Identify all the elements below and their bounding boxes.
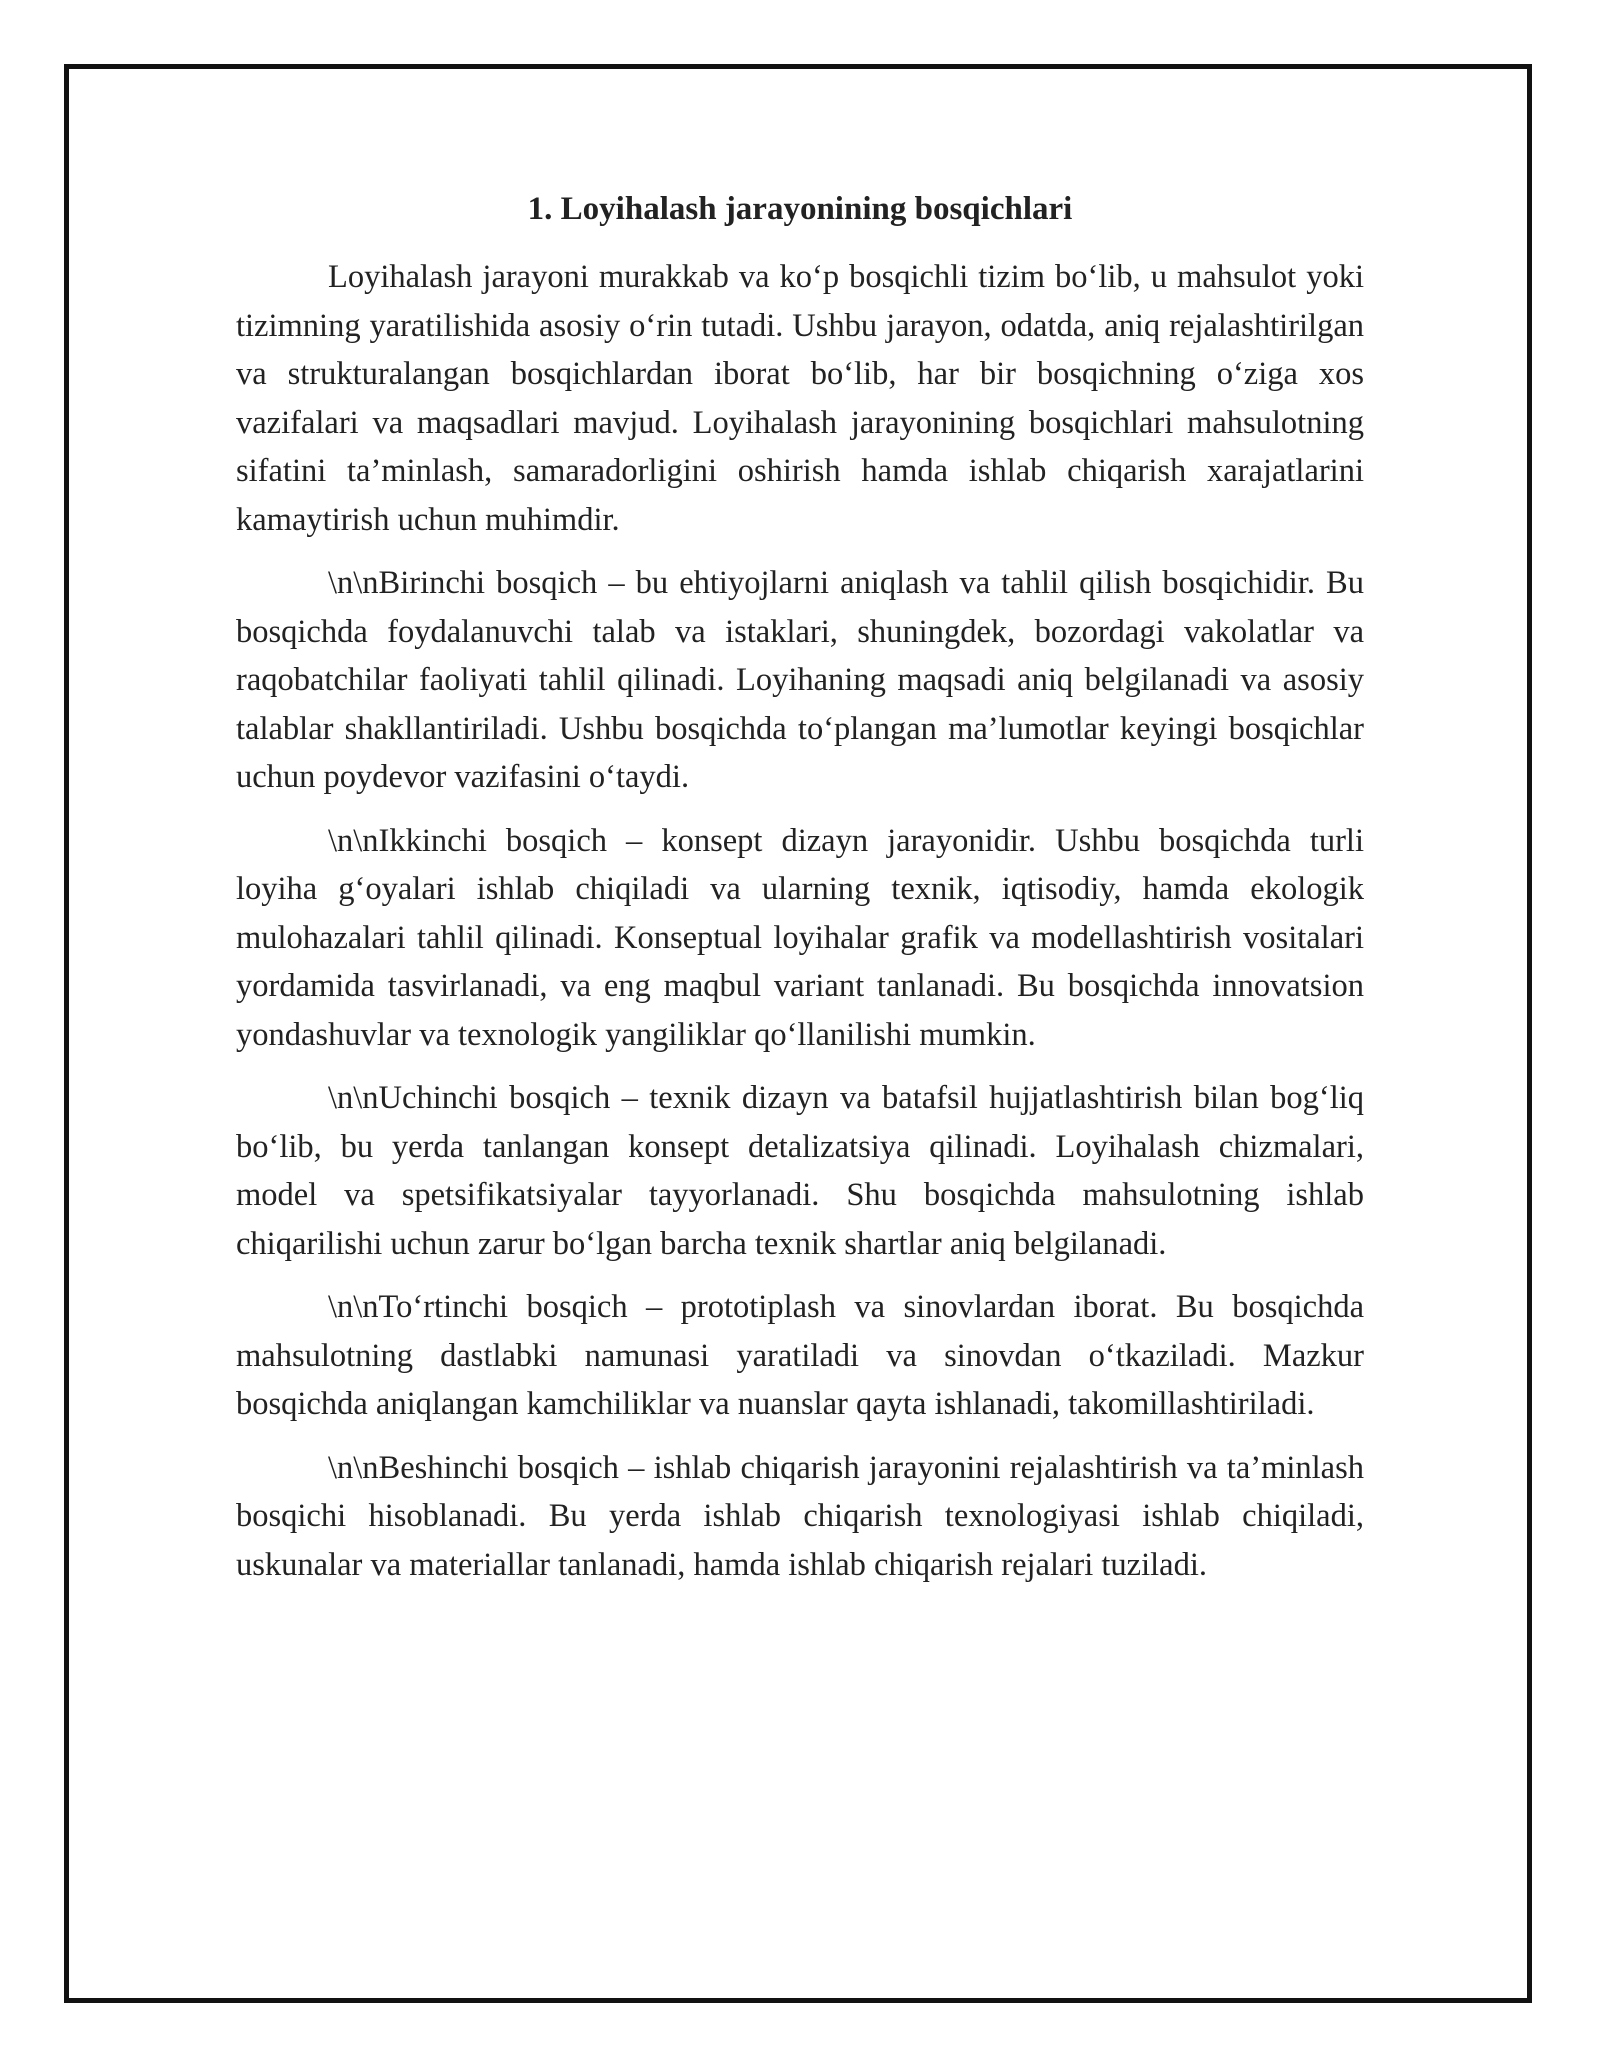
paragraph-stage-1: \n\nBirinchi bosqich – bu ehtiyojlarni aniqlash va tahlil qilish bosqichidir. Bu bosqichda foydalanuvchi talab va istaklari, shuningdek, bozordagi vakolatlar va raqobatchilar faoliyati tahlil qilinadi. Loyihaning maqsadi aniq belgilanadi va asosiy talablar shakllantiriladi. Ushbu bosqichda to‘plangan ma’lumotlar keyingi bosqichlar uchun poydevor vazifasini o‘taydi. bbox=[236, 565, 1364, 795]
paragraph-stage-3: \n\nUchinchi bosqich – texnik dizayn va batafsil hujjatlashtirish bilan bog‘liq bo‘lib, bu yerda tanlangan konsept detalizatsiya qilinadi. Loyihalash chizmalari, model va spetsifikatsiyalar tayyorlanadi. Shu bosqichda mahsulotning ishlab chiqarilishi uchun zarur bo‘lgan barcha texnik shartlar aniq belgilanadi. bbox=[236, 1080, 1364, 1262]
paragraph-stage-2: \n\nIkkinchi bosqich – konsept dizayn jarayonidir. Ushbu bosqichda turli loyiha g‘oyalari ishlab chiqiladi va ularning texnik, iqtisodiy, hamda ekologik mulohazalari tahlil qilinadi. Konseptual loyihalar grafik va modellashtirish vositalari yordamida tasvirlanadi, va eng maqbul variant tanlanadi. Bu bosqichda innovatsion yondashuvlar va texnologik yangiliklar qo‘llanilishi mumkin. bbox=[236, 822, 1364, 1053]
paragraph-stage-4: \n\nTo‘rtinchi bosqich – prototiplash va sinovlardan iborat. Bu bosqichda mahsulotning dastlabki namunasi yaratiladi va sinovdan o‘tkaziladi. Mazkur bosqichda aniqlangan kamchiliklar va nuanslar qayta ishlanadi, takomillashtiriladi. bbox=[236, 1289, 1364, 1422]
document-title: 1. Loyihalash jarayonining bosqichlari bbox=[527, 191, 1073, 227]
paragraph-stage-5: \n\nBeshinchi bosqich – ishlab chiqarish jarayonini rejalashtirish va ta’minlash bosqichi hisoblanadi. Bu yerda ishlab chiqarish texnologiyasi ishlab chiqiladi, uskunalar va materiallar tanlanadi, hamda ishlab chiqarish rejalari tuziladi. bbox=[236, 1449, 1364, 1583]
document-body bbox=[236, 185, 1364, 1604]
paragraph-intro: Loyihalash jarayoni murakkab va ko‘p bosqichli tizim bo‘lib, u mahsulot yoki tizimning yaratilishida asosiy o‘rin tutadi. Ushbu jarayon, odatda, aniq rejalashtirilgan va strukturalangan bosqichlardan iborat bo‘lib, har bir bosqichning o‘ziga xos vazifalari va maqsadlari mavjud. Loyihalash jarayonining bosqichlari mahsulotning sifatini ta’minlash, samaradorligini oshirish hamda ishlab chiqarish xarajatlarini kamaytirish uchun muhimdir. bbox=[236, 259, 1364, 538]
